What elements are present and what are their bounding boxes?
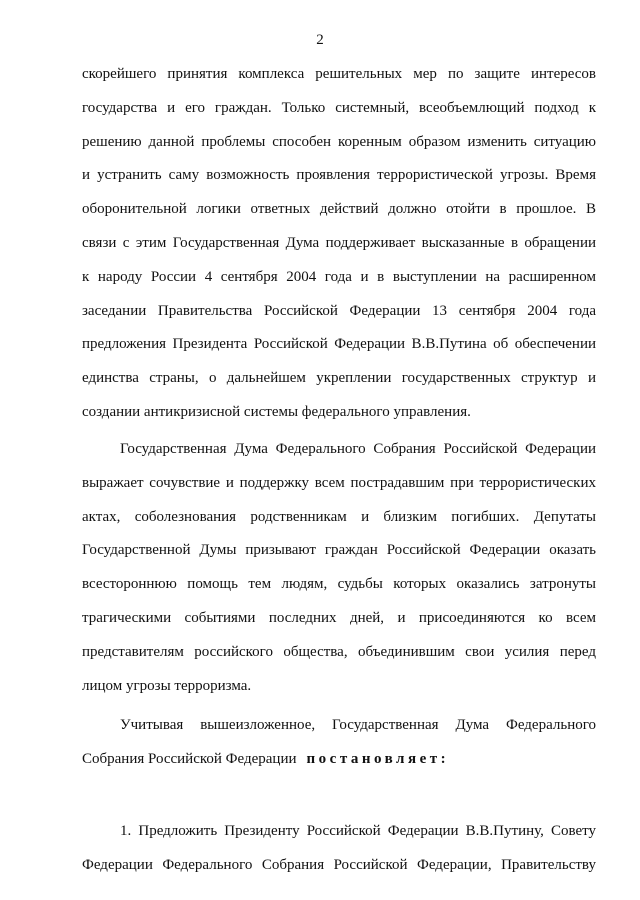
text-line: заседании Правительства Российской Федерации 13 сентября 2004 года: [82, 302, 596, 319]
text-line: связи с этим Государственная Дума поддерживает высказанные в обращении: [82, 234, 596, 251]
text-line: трагическими событиями последних дней, и присоединяются ко всем: [82, 609, 596, 626]
text-line: предложения Президента Российской Федерации В.В.Путина об обеспечении: [82, 336, 596, 353]
text-line: выражает сочувствие и поддержку всем пострадавшим при террористических: [82, 474, 596, 491]
text-line: Государственная Дума Федерального Собрания Российской Федерации: [120, 441, 596, 457]
paragraph-item-1: [82, 815, 596, 883]
text-line: актах, соболезнования родственникам и близким погибших. Депутаты: [82, 508, 596, 525]
text-line: [82, 743, 596, 777]
text-line: Государственной Думы призывают граждан Российской Федерации оказать: [82, 542, 596, 559]
page-number: 2: [316, 32, 324, 48]
paragraph-sympathy: [82, 433, 596, 703]
text-line: оборонительной логики ответных действий должно отойти в прошлое. В: [82, 201, 596, 218]
text-line: представителям российского общества, объединившим свои усилия перед: [82, 643, 596, 660]
text-line: лицом угрозы терроризма.: [82, 677, 252, 694]
paragraph-resolution-intro: [82, 709, 596, 777]
text-line: всестороннюю помощь тем людям, судьбы которых оказались затронуты: [82, 576, 596, 593]
text-line: Федерации Федерального Собрания Российской Федерации, Правительству: [82, 856, 596, 873]
resolves-keyword: постановляет:: [306, 750, 450, 767]
text-line: 1. Предложить Президенту Российской Федерации В.В.Путину, Совету: [120, 823, 596, 839]
text-line: государства и его граждан. Только системный, всеобъемлющий подход к: [82, 99, 596, 116]
text-line: единства страны, о дальнейшем укреплении государственных структур и: [82, 370, 596, 387]
resolution-preamble: Собрания Российской Федерации: [82, 750, 297, 767]
text-line: скорейшего принятия комплекса решительных мер по защите интересов: [82, 66, 596, 82]
text-line: Учитывая вышеизложенное, Государственная Дума Федерального: [120, 717, 596, 733]
paragraph-continuation: [82, 58, 596, 430]
text-line: к народу России 4 сентября 2004 года и в выступлении на расширенном: [82, 268, 596, 285]
text-line: создании антикризисной системы федерального управления.: [82, 403, 471, 420]
text-line: и устранить саму возможность проявления террористической угрозы. Время: [82, 167, 596, 184]
text-line: решению данной проблемы способен коренным образом изменить ситуацию: [82, 133, 596, 150]
